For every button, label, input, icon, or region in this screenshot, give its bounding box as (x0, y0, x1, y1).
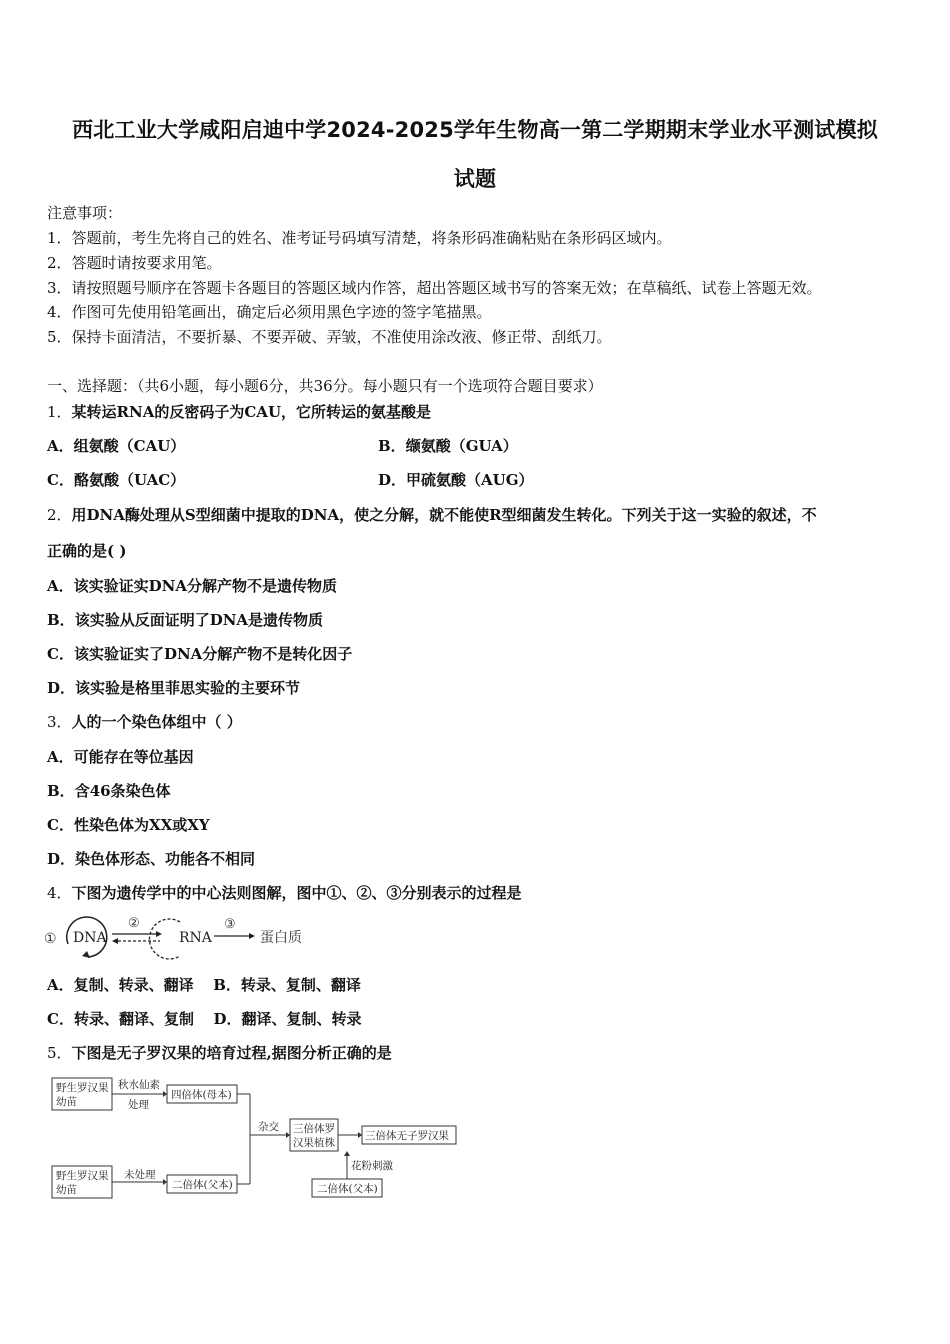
option-label: A． (47, 437, 74, 455)
option-text: 该实验是格里菲思实验的主要环节 (75, 679, 301, 697)
option-label: C． (47, 471, 74, 489)
option-label: A． (47, 976, 74, 994)
fig-marker-3: ③ (224, 917, 236, 932)
q4-option-b[interactable] (213, 976, 361, 994)
question-number: 5． (47, 1044, 72, 1062)
option-text: 翻译、复制、转录 (241, 1010, 362, 1028)
label-triploid-a: 三倍体罗 (293, 1123, 335, 1135)
q4-option-c[interactable] (47, 1010, 194, 1028)
arrowhead-icon (112, 938, 118, 944)
notice-heading: 注意事项： (47, 204, 123, 222)
option-label: C． (47, 1010, 74, 1028)
option-text: 组氨酸（CAU） (73, 437, 186, 455)
fig-rna: RNA (179, 930, 212, 946)
question-5 (47, 1044, 392, 1062)
question-2-stem-cont: 正确的是( ) (47, 542, 127, 560)
option-label: D． (213, 1010, 242, 1028)
arrowhead-icon (358, 1132, 362, 1138)
option-label: B． (378, 437, 406, 455)
notice-item-1: 1．答题前，考生先将自己的姓名、准考证号码填写清楚，将条形码准确粘贴在条形码区域内。 (47, 229, 672, 247)
fig-marker-1: ① (44, 931, 57, 947)
question-stem: 用DNA酶处理从S型细菌中提取的DNA，使之分解，就不能使R型细菌发生转化。下列关于这一实验的叙述，不 (71, 506, 817, 524)
arrowhead-icon (344, 1151, 350, 1156)
option-text: 可能存在等位基因 (73, 748, 194, 766)
q3-option-d[interactable] (47, 850, 255, 868)
question-1 (47, 403, 431, 421)
option-text: 甲硫氨酸（AUG） (406, 471, 534, 489)
option-label: B． (213, 976, 241, 994)
option-label: C． (47, 816, 74, 834)
label-treatment: 处理 (128, 1099, 149, 1111)
q1-option-b[interactable] (378, 437, 518, 455)
question-2 (47, 506, 817, 524)
page-title-line2: 试题 (453, 167, 497, 191)
notice-item-4: 4．作图可先使用铅笔画出，确定后必须用黑色字迹的签字笔描黑。 (47, 303, 492, 321)
q3-option-b[interactable] (47, 782, 171, 800)
arrowhead-icon (163, 1179, 167, 1185)
question-stem: 下图为遗传学中的中心法则图解，图中①、②、③分别表示的过程是 (71, 884, 522, 902)
option-text: 复制、转录、翻译 (73, 976, 194, 994)
option-label: D． (47, 679, 76, 697)
q2-option-c[interactable] (47, 645, 352, 663)
central-dogma-figure (44, 910, 314, 965)
question-number: 3． (47, 713, 72, 731)
label-tetraploid: 四倍体(母本) (171, 1089, 232, 1101)
q3-option-c[interactable] (47, 816, 210, 834)
arrowhead-icon (163, 1091, 167, 1097)
q3-option-a[interactable] (47, 748, 194, 766)
q1-option-d[interactable] (378, 471, 534, 489)
label-seedless: 三倍体无子罗汉果 (365, 1130, 449, 1142)
q1-option-a[interactable] (47, 437, 185, 455)
q4-options-row-2 (47, 1010, 362, 1028)
option-label: B． (47, 782, 75, 800)
option-text: 转录、复制、翻译 (240, 976, 361, 994)
option-label: C． (47, 645, 74, 663)
option-label: A． (47, 748, 74, 766)
option-label: B． (47, 611, 75, 629)
option-text: 转录、翻译、复制 (73, 1010, 194, 1028)
label-triploid-b: 汉果植株 (293, 1137, 335, 1149)
label-colchicine: 秋水仙素 (118, 1079, 160, 1091)
label-cross: 杂交 (258, 1121, 279, 1133)
option-label: D． (47, 850, 76, 868)
arrowhead-icon (156, 931, 162, 937)
label-diploid-father: 二倍体(父本) (172, 1179, 233, 1191)
question-3 (47, 713, 242, 731)
label-wild2-a: 野生罗汉果 (56, 1170, 109, 1182)
question-number: 4． (47, 884, 72, 902)
q4-option-d[interactable] (214, 1010, 362, 1028)
option-text: 该实验从反面证明了DNA是遗传物质 (74, 611, 324, 629)
option-text: 酪氨酸（UAC） (73, 471, 186, 489)
notice-item-2: 2．答题时请按要求用笔。 (47, 254, 222, 272)
option-label: A． (47, 577, 74, 595)
option-text: 含46条染色体 (74, 782, 171, 800)
option-text: 该实验证实DNA分解产物不是遗传物质 (73, 577, 337, 595)
breeding-flowchart (50, 1074, 460, 1204)
label-untreated: 未处理 (124, 1169, 156, 1181)
q4-options-row-1 (47, 976, 361, 994)
rna-replication-loop-icon (149, 919, 180, 959)
question-stem: 某转运RNA的反密码子为CAU，它所转运的氨基酸是 (71, 403, 432, 421)
question-stem: 人的一个染色体组中（ ） (71, 713, 242, 731)
q2-option-a[interactable] (47, 577, 337, 595)
page-title: 西北工业大学咸阳启迪中学2024-2025学年生物高一第二学期期末学业水平测试模拟 (72, 118, 878, 142)
q2-option-d[interactable] (47, 679, 300, 697)
option-label: D． (378, 471, 407, 489)
q1-option-c[interactable] (47, 471, 185, 489)
option-text: 性染色体为XX或XY (73, 816, 210, 834)
label-wild1-a: 野生罗汉果 (56, 1082, 109, 1094)
question-4 (47, 884, 522, 902)
label-wild2-b: 幼苗 (56, 1184, 77, 1196)
q2-option-b[interactable] (47, 611, 323, 629)
fig-marker-2: ② (128, 916, 140, 931)
question-number: 1． (47, 403, 72, 421)
question-stem: 下图是无子罗汉果的培育过程,据图分析正确的是 (71, 1044, 392, 1062)
option-text: 缬氨酸（GUA） (405, 437, 518, 455)
fig-dna: DNA (73, 930, 107, 946)
fig-protein: 蛋白质 (260, 930, 302, 946)
label-pollen: 花粉刺激 (351, 1160, 393, 1172)
option-text: 染色体形态、功能各不相同 (75, 850, 256, 868)
arrowhead-icon (249, 933, 255, 939)
section-heading: 一、选择题：（共6小题，每小题6分，共36分。每小题只有一个选项符合题目要求） (47, 377, 603, 395)
notice-item-3: 3．请按照题号顺序在答题卡各题目的答题区域内作答，超出答题区域书写的答案无效；在草稿纸、试卷上答题无效。 (47, 279, 822, 297)
q4-option-a[interactable] (47, 976, 194, 994)
label-diploid-father-2: 二倍体(父本) (317, 1183, 378, 1195)
notice-item-5: 5．保持卡面清洁，不要折暴、不要弄破、弄皱，不准使用涂改液、修正带、刮纸刀。 (47, 328, 612, 346)
option-text: 该实验证实了DNA分解产物不是转化因子 (73, 645, 353, 663)
question-number: 2． (47, 506, 72, 524)
arrowhead-icon (286, 1132, 290, 1138)
arrowhead-icon (82, 951, 90, 958)
label-wild1-b: 幼苗 (56, 1096, 77, 1108)
